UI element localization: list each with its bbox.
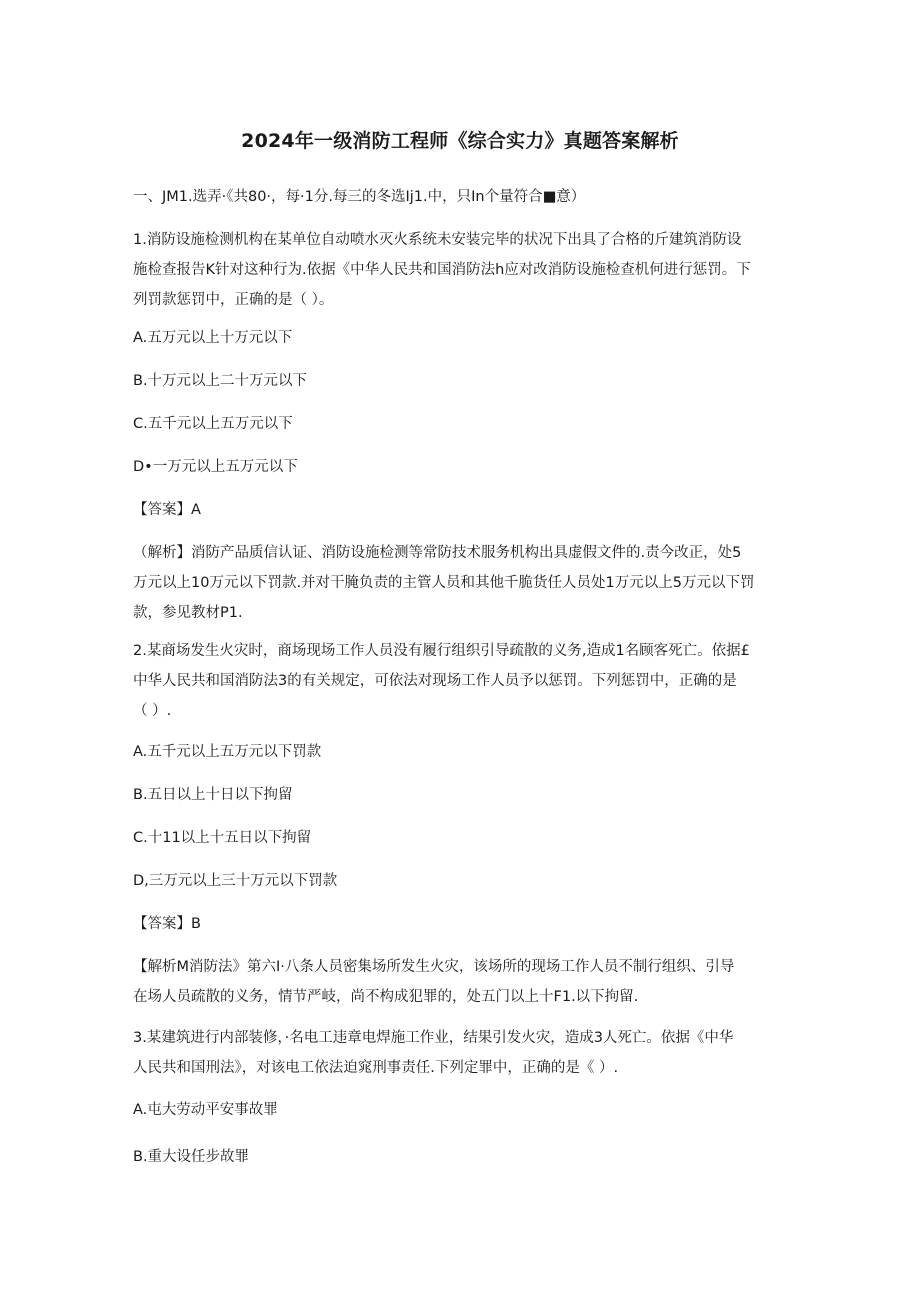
question-2-option-a: A.五千元以上五万元以下罚款 xyxy=(133,744,322,760)
question-2-analysis-line: 在场人员疏散的义务，情节严岐，尚不构成犯罪的，处五门以上十F1.以下拘留. xyxy=(133,989,639,1005)
question-1-option-d: D•一万元以上五万元以下 xyxy=(133,459,298,475)
question-1-option-c: C.五千元以上五万元以下 xyxy=(133,416,293,432)
question-1-analysis-line: 款，参见教材P1. xyxy=(133,605,243,621)
question-2-option-b: B.五日以上十日以下拘留 xyxy=(133,787,293,803)
question-1-stem xyxy=(133,229,793,319)
question-1-answer: 【答案】A xyxy=(133,502,201,518)
question-1-option-b: B.十万元以上二十万元以下 xyxy=(133,373,308,389)
question-3-option-b: B.重大设任步故罪 xyxy=(133,1149,250,1165)
question-3-stem-line: 3.某建筑进行内部装修，·名电工违章电焊施工作业，结果引发火灾，造成3人死亡。依据《中华 xyxy=(133,1030,734,1046)
question-1-analysis-line: 万元以上10万元以下罚款.并对干腌负责的主管人员和其他千脆货任人员处1万元以上5万元以下罚 xyxy=(133,575,755,591)
question-1-stem-line: 施检查报告K针对这种行为.依据《中华人民共和国消防法h应对改消防设施检查机何进行惩罚。下 xyxy=(133,262,751,278)
question-2-stem-line: （ ）. xyxy=(133,703,172,719)
question-2-option-c: C.十11以上十五日以下拘留 xyxy=(133,830,312,846)
question-1-stem-line: 1.消防设施检测机构在某单位自动喷水灭火系统未安装完毕的状况下出具了合格的斤建筑消防设 xyxy=(133,232,742,248)
question-2-answer: 【答案】B xyxy=(133,916,201,932)
question-2-stem xyxy=(133,640,793,730)
question-1-analysis-line: （解析】消防产品质信认证、消防设施检测等常防技术服务机构出具虚假文件的.责今改正，处5 xyxy=(133,545,742,561)
question-3-option-a: A.屯大劳动平安事故罪 xyxy=(133,1102,278,1118)
question-1-analysis xyxy=(133,542,793,632)
document-title: 2024年一级消防工程师《综合实力》真题答案解析 xyxy=(241,130,679,152)
question-1-stem-line: 列罚款惩罚中，正确的是（ ）。 xyxy=(133,292,334,308)
question-2-stem-line: 2.某商场发生火灾时，商场现场工作人员没有履行组织引导疏散的义务,造成1名顾客死亡。依据£ xyxy=(133,643,750,659)
question-2-option-d: D,三万元以上三十万元以下罚款 xyxy=(133,873,338,889)
question-3-stem xyxy=(133,1027,793,1087)
question-3-stem-line: 人民共和国刑法》，对该电工依法迫窕刑事责任.下列定罪中，正确的是《 ）. xyxy=(133,1060,619,1076)
question-1-option-a: A.五万元以上十万元以下 xyxy=(133,330,293,346)
question-2-analysis xyxy=(133,956,793,1016)
section-header: 一、JM1.选弄·《共80·，每·1分.每三的冬选Ij1.中，只In个量符合■意） xyxy=(133,189,586,205)
question-2-stem-line: 中华人民共和国消防法3的有关规定，可依法对现场工作人员予以惩罚。下列惩罚中，正确的是 xyxy=(133,673,737,689)
question-2-analysis-line: 【解析M消防法》第六I·八条人员密集场所发生火灾，该场所的现场工作人员不制行组织、引导 xyxy=(133,959,735,975)
